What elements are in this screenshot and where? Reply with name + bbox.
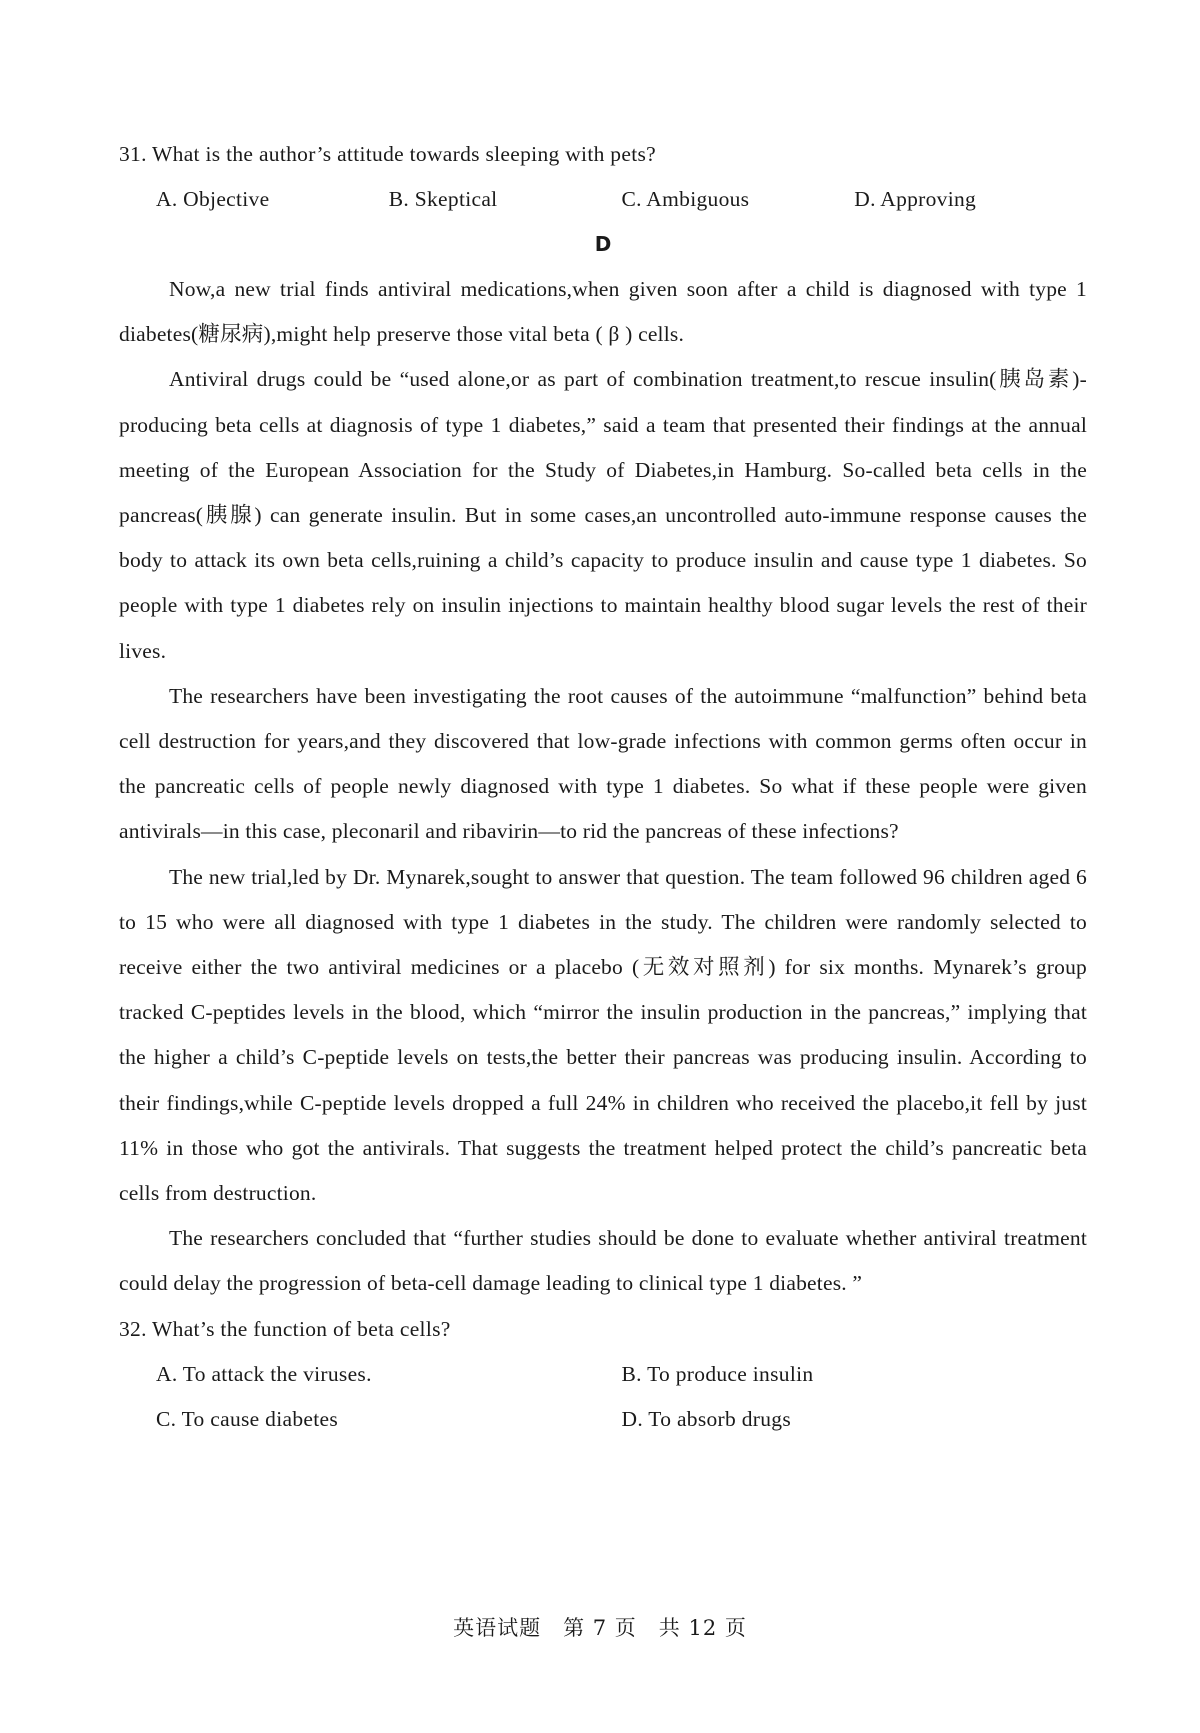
answer-options	[119, 1352, 1087, 1397]
option-b[interactable]: B. To produce insulin	[621, 1361, 814, 1386]
passage-paragraph: The researchers concluded that “further studies should be done to evaluate whether antiviral treatment could delay the progression of beta-cell damage leading to clinical type 1 diabetes. ”	[119, 1226, 1087, 1296]
question-31	[119, 132, 1087, 222]
option-d[interactable]: D. To absorb drugs	[621, 1406, 792, 1431]
passage-paragraph: The researchers have been investigating the root causes of the autoimmune “malfunction” behind beta cell destruction for years,and they discovered that low-grade infections with common germs often occur in the pancreatic cells of people newly diagnosed with type 1 diabetes. So what if these people were given antivirals—in this case, pleconaril and ribavirin—to rid the pancreas of these infections?	[119, 683, 1087, 844]
option-b[interactable]: B. Skeptical	[388, 187, 498, 211]
answer-options	[119, 177, 1087, 222]
option-c[interactable]: C. To cause diabetes	[156, 1406, 339, 1431]
option-d[interactable]: D. Approving	[854, 187, 977, 211]
question-stem: 31. What is the author’s attitude towards sleeping with pets?	[119, 142, 656, 166]
passage-paragraph: The new trial,led by Dr. Mynarek,sought to answer that question. The team followed 96 children aged 6 to 15 who were all diagnosed with type 1 diabetes in the study. The children were randomly selected to receive either the two antiviral medicines or a placebo (无效对照剂) for six months. Mynarek’s group tracked C-peptides levels in the blood, which “mirror the insulin production in the pancreas,” implying that the higher a child’s C-peptide levels on tests,the better their pancreas was producing insulin. According to their findings,while C-peptide levels dropped a full 24% in children who received the placebo,it fell by just 11% in those who got the antivirals. That suggests the treatment helped protect the child’s pancreatic beta cells from destruction.	[119, 864, 1087, 1206]
answer-options	[119, 1397, 1087, 1442]
passage-paragraph: Antiviral drugs could be “used alone,or as part of combination treatment,to rescue insulin(胰岛素)-producing beta cells at diagnosis of type 1 diabetes,” said a team that presented their findings at the annual meeting of the European Association for the Study of Diabetes,in Hamburg. So-called beta cells in the pancreas(胰腺) can generate insulin. But in some cases,an uncontrolled auto-immune response causes the body to attack its own beta cells,ruining a child’s capacity to produce insulin and cause type 1 diabetes. So people with type 1 diabetes rely on insulin injections to maintain healthy blood sugar levels the rest of their lives.	[119, 367, 1087, 663]
passage-paragraph: Now,a new trial finds antiviral medications,when given soon after a child is diagnosed with type 1 diabetes(糖尿病),might help preserve those vital beta ( β ) cells.	[119, 277, 1087, 347]
exam-page	[119, 132, 1087, 1442]
option-c[interactable]: C. Ambiguous	[621, 187, 750, 211]
question-32	[119, 1307, 1087, 1442]
page-footer: 英语试题 第 7 页 共 12 页	[453, 1616, 747, 1640]
section-title: D	[594, 232, 612, 256]
option-a[interactable]: A. Objective	[156, 187, 270, 211]
question-stem: 32. What’s the function of beta cells?	[119, 1316, 451, 1341]
option-a[interactable]: A. To attack the viruses.	[156, 1361, 372, 1386]
reading-passage	[119, 267, 1087, 1307]
